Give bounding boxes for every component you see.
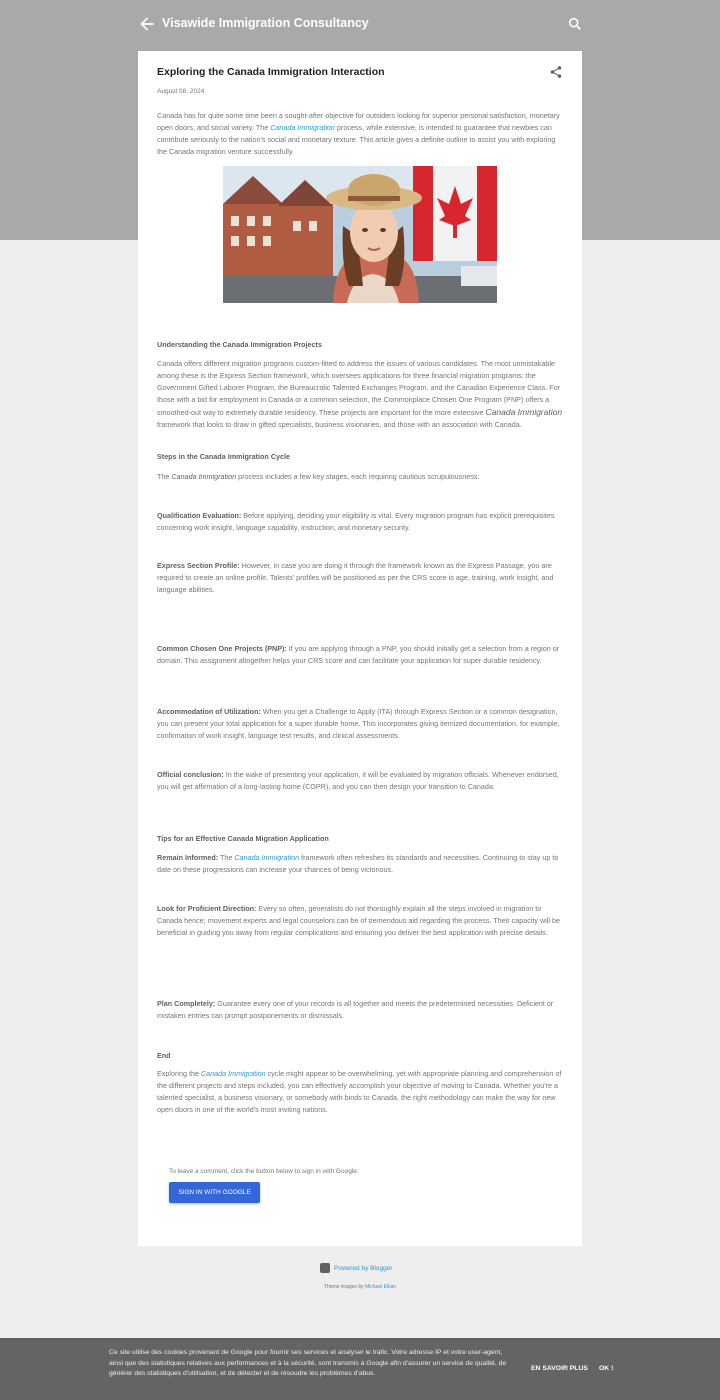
ok-button[interactable]: OK ! [599,1365,614,1372]
step-paragraph: Official conclusion: In the wake of presenting your application, it will be evaluated by migration officials. Whenever endorsed, you will get affirmation of a long-lasting home (COPR), and you can then design your transition to Canada. [157,770,559,791]
tip-paragraph: Look for Proficient Direction: Every so often, generalists do not thoroughly explain all the steps involved in migration to Canada hence; movement experts and legal counselors can be of tremendous aid regarding the process. Their capacity will be beneficial in guiding you away from regular complications and ensuring you deliver the best application with precise details. [157,904,560,937]
blog-header [137,0,583,48]
hero-image [223,166,497,303]
learn-more-button[interactable]: EN SAVOIR PLUS [531,1365,588,1372]
theme-author-link[interactable]: Michael Elkan [365,1284,397,1290]
step-paragraph: Accommodation of Utilization: When you get a Challenge to Apply (ITA) through Express Section or a common designation, you can present your total application for a super durable home. This incorporates giving itemized documentation, for example, confirmation of work insight, language test results, and clinical assessments. [157,707,560,740]
cookie-bar [0,1338,720,1400]
sign-in-with-google-button[interactable]: SIGN IN WITH GOOGLE [169,1182,260,1203]
section-heading-end: End [157,1051,171,1060]
search-icon[interactable] [567,16,583,32]
canada-immigration-link[interactable]: Canada Immigration [270,123,335,132]
end-paragraph: Exploring the Canada Immigration cycle might appear to be overwhelming, yet with appropriate planning and comprehension of the different projects and steps included, you can effectively accomplish your objective of moving to Canada. Whether you're a talented specialist, a business visionary, or somebody with binds to Canada, the right methodology can make the way for new open doors in one of the world's most inviting nations. [157,1069,562,1114]
step-paragraph: Qualification Evaluation: Before applying, deciding your eligibility is vital. Every migration program has explicit prerequisites concerning work insight, language capability, instruction, and monetary security. [157,511,555,532]
post-date: August 08, 2024 [157,88,205,95]
share-icon[interactable] [549,65,563,79]
post-title: Exploring the Canada Immigration Interaction [157,66,385,78]
blog-title[interactable]: Visawide Immigration Consultancy [162,16,369,30]
comment-note: To leave a comment, click the button below to sign in with Google. [169,1168,359,1175]
powered-by-label[interactable]: Powered by Blogger [334,1264,393,1272]
cookie-text: Ce site utilise des cookies provenant de Google pour fournir ses services et analyser le trafic. Votre adresse IP et votre user-agent, ainsi que des statistiques relatives aux performances et à la sécurité, sont transmis à Google afin d'assurer un service de qualité, de générer des statistiques d'utilisation, et de détecter et de résoudre les problèmes d'abus. [109,1349,507,1377]
canada-immigration-link[interactable]: Canada Immigration [234,853,300,862]
section-heading-tips: Tips for an Effective Canada Migration Application [157,834,329,843]
section-heading-steps: Steps in the Canada Immigration Cycle [157,452,291,461]
theme-credit: Theme images by Michael Elkan [323,1284,397,1290]
powered-by-blogger[interactable] [320,1263,393,1273]
step-paragraph: Common Chosen One Projects (PNP): If you are applying through a PNP, you should initially get a selection from a region or domain. This assignment altogether helps your CRS score and can facilitate your application for super durable residency. [157,644,560,665]
projects-paragraph: Canada offers different migration programs custom-fitted to address the issues of various candidates. The most unmistakable among these is the Express Section framework, which oversees applications for three financial migration programs: the Government Gifted Laborer Program, the Bureaucratic Talented Exchanges Program, and the Canadian Experience Class. For those with a bid for employment in Canada or a common selection, the Commonplace Chosen One Program (PNP) offers a smoothed-out way to extremely durable residency. These projects are important for the more extensive Canada Immigration framework that looks to draw in gifted specialists, business visionaries, and those with an association with Canada. [157,359,563,429]
steps-intro-paragraph: The Canada Immigration process includes a few key stages, each requiring cautious scrupulousness: [157,472,480,481]
blogger-icon [320,1263,330,1273]
step-paragraph: Express Section Profile: However, in case you are doing it through the framework known as the Express Passage, you are required to create an online profile. Talents' profiles will be positioned as per the CRS score is age, training, work insight, and language abilities. [157,561,554,594]
canada-immigration-link[interactable]: Canada Immigration [200,1069,266,1078]
post-card [138,51,582,1246]
back-arrow-icon[interactable] [137,14,157,34]
tip-paragraph: Remain Informed: The Canada Immigration framework often refreshes its standards and necessities. Continuing to stay up to date on these progressions can increase your chances of being victorious. [157,853,559,874]
tip-paragraph: Plan Completely: Guarantee every one of your records is all together and meets the predetermined necessities. Deficient or mistaken entries can prompt postponements or dismissals. [157,999,554,1020]
intro-paragraph: Canada has for quite some time been a sought-after objective for outsiders looking for superior personal satisfaction, monetary open doors, and social variety. The Canada Immigration process, while extensive, is intended to guarantee that newbies can contribute seriously to the nation's social and monetary texture. This article gives a definite outline to assist you with exploring the Canada migration venture successfully. [157,111,560,156]
section-heading-projects: Understanding the Canada Immigration Projects [157,340,322,349]
